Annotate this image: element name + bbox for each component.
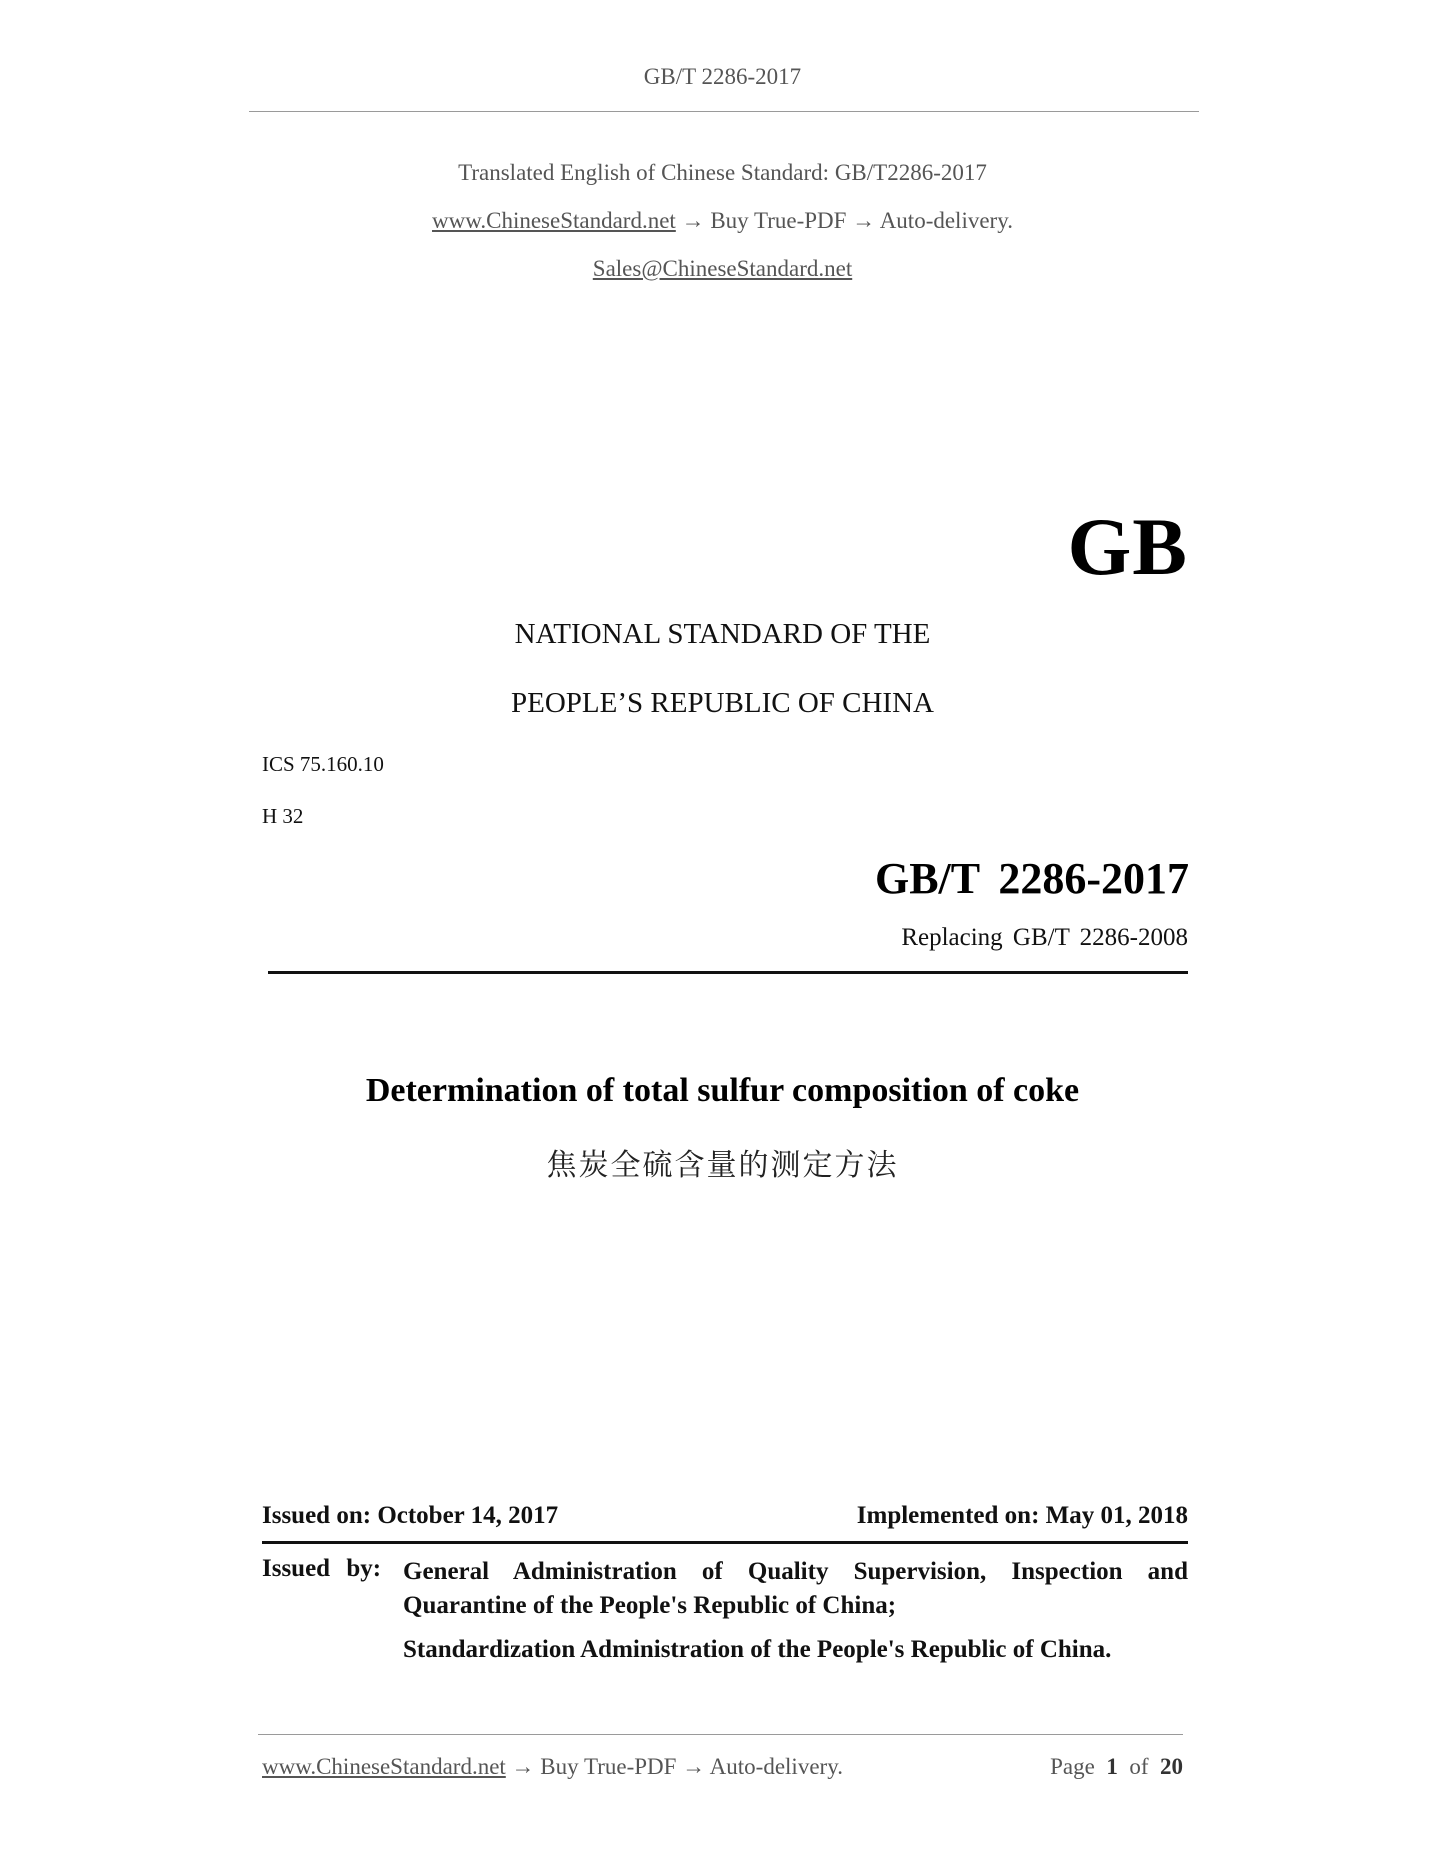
- issuer-2: Standardization Administration of the People's Republic of China.: [403, 1636, 1112, 1663]
- footer-website-link[interactable]: www.ChineseStandard.net: [262, 1754, 506, 1779]
- email-link[interactable]: Sales@ChineseStandard.net: [592, 256, 853, 281]
- website-link[interactable]: www.ChineseStandard.net: [432, 208, 676, 233]
- arrow-right-icon: →: [852, 208, 876, 233]
- issuer-1: General Administration of Quality Supervision, Inspection and Quarantine of the People's Republic of China;: [403, 1558, 1188, 1619]
- arrow-right-icon: →: [682, 1754, 706, 1779]
- purchase-line: [0, 208, 1445, 234]
- issued-date: Issued on: October 14, 2017: [262, 1502, 559, 1529]
- arrow-right-icon: →: [681, 208, 705, 233]
- national-standard-line-2: PEOPLE’S REPUBLIC OF CHINA: [511, 687, 934, 719]
- ccs-code: H 32: [262, 804, 304, 828]
- title-chinese: 焦炭全硫含量的测定方法: [546, 1148, 899, 1183]
- footer-divider: [258, 1734, 1183, 1735]
- arrow-right-icon: →: [511, 1754, 535, 1779]
- page-indicator: [1050, 1754, 1183, 1780]
- replacing-note: Replacing GB/T 2286-2008: [901, 924, 1188, 951]
- ics-code: ICS 75.160.10: [262, 752, 384, 776]
- page-label: Page: [1050, 1754, 1095, 1779]
- translation-notice: Translated English of Chinese Standard: GB/T2286-2017: [458, 160, 987, 185]
- running-header: GB/T 2286-2017: [643, 64, 802, 89]
- implemented-date: Implemented on: May 01, 2018: [856, 1502, 1188, 1529]
- standard-number: GB/T 2286-2017: [874, 854, 1189, 903]
- buy-text: Buy True-PDF: [710, 208, 847, 233]
- footer-buy-text: Buy True-PDF: [540, 1754, 677, 1779]
- header-divider: [249, 111, 1199, 112]
- page-total: 20: [1160, 1754, 1183, 1779]
- page-current: 1: [1106, 1754, 1118, 1779]
- dates-divider: [262, 1541, 1188, 1544]
- main-divider: [268, 971, 1188, 974]
- issued-by-label: Issued by:: [262, 1555, 382, 1582]
- email-line: [0, 256, 1445, 282]
- footer-purchase-line: [262, 1754, 843, 1780]
- footer-delivery-text: Auto-delivery.: [709, 1754, 843, 1779]
- page-of-label: of: [1129, 1754, 1149, 1779]
- delivery-text: Auto-delivery.: [879, 208, 1013, 233]
- gb-logo: GB: [1067, 501, 1188, 592]
- title-english: Determination of total sulfur composition of coke: [365, 1072, 1080, 1109]
- national-standard-line-1: NATIONAL STANDARD OF THE: [514, 618, 931, 650]
